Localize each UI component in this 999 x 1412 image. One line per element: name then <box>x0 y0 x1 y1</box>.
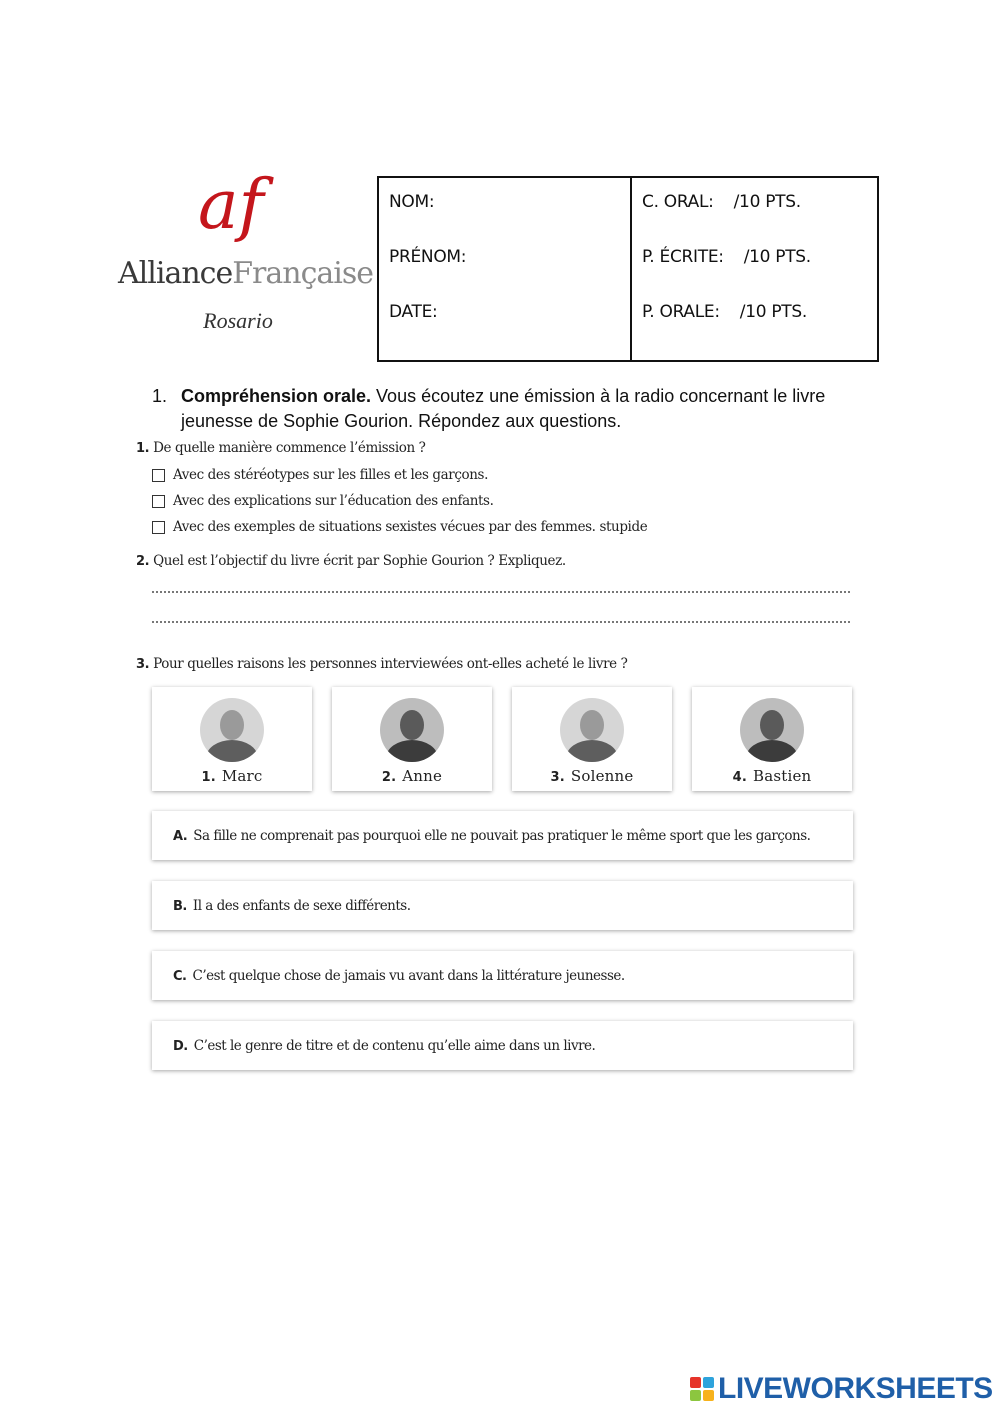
option-label: Avec des exemples de situations sexistes vécues par des femmes. stupide <box>173 519 648 535</box>
question-1 <box>136 440 425 456</box>
checkbox[interactable] <box>152 495 165 508</box>
q1-option-2[interactable] <box>152 493 493 509</box>
af-logo-icon <box>196 160 276 250</box>
score-info-right <box>632 178 877 360</box>
person-card-anne <box>332 687 492 791</box>
student-info-left <box>379 178 632 360</box>
score-oral-production <box>642 288 877 343</box>
date-label: DATE: <box>389 302 438 322</box>
question-text: Pour quelles raisons les personnes interviewées ont-elles acheté le livre ? <box>153 656 628 672</box>
person-card-bastien <box>692 687 852 791</box>
logo-name <box>118 256 374 291</box>
score-value: /10 PTS. <box>743 247 811 267</box>
answer-text: C’est quelque chose de jamais vu avant dans la littérature jeunesse. <box>192 968 625 984</box>
section-heading <box>152 384 872 434</box>
person-photo <box>380 698 444 762</box>
person-name: Solenne <box>570 767 634 785</box>
checkbox[interactable] <box>152 469 165 482</box>
first-name-label: PRÉNOM: <box>389 247 467 267</box>
question-text: De quelle manière commence l’émission ? <box>153 440 426 456</box>
person-label <box>512 767 672 785</box>
section-instruction: Vous écoutez une émission à la radio concernant le livre jeunesse de Sophie Gourion. Répondez aux questions. <box>181 386 826 431</box>
first-name-field[interactable] <box>389 233 630 288</box>
person-card-marc <box>152 687 312 791</box>
logo-city: Rosario <box>203 308 273 333</box>
person-number: 4. <box>732 770 747 785</box>
answer-box-b[interactable] <box>152 881 853 930</box>
person-number: 2. <box>381 770 397 785</box>
q1-option-3[interactable] <box>152 519 647 535</box>
answer-letter: A. <box>173 829 188 844</box>
person-label <box>692 767 852 785</box>
answer-box-c[interactable] <box>152 951 853 1000</box>
person-card-solenne <box>512 687 672 791</box>
date-field[interactable] <box>389 288 630 343</box>
logo-name-part2: Française <box>232 256 374 291</box>
name-label: NOM: <box>389 192 435 212</box>
option-label: Avec des stéréotypes sur les filles et les garçons. <box>173 467 488 483</box>
question-number: 2. <box>136 554 150 569</box>
question-2 <box>136 553 566 569</box>
person-name: Anne <box>402 767 443 785</box>
liveworksheets-logo <box>690 1374 993 1404</box>
liveworksheets-icon <box>690 1377 714 1401</box>
section-title: Compréhension orale. <box>181 386 372 406</box>
q1-option-1[interactable] <box>152 467 488 483</box>
question-3 <box>136 656 627 672</box>
answer-box-d[interactable] <box>152 1021 853 1070</box>
answer-line-2[interactable] <box>152 621 850 623</box>
person-label <box>152 767 312 785</box>
answer-text: Sa fille ne comprenait pas pourquoi elle ne pouvait pas pratiquer le même sport que les garçons. <box>193 828 811 844</box>
score-label: P. ORALE: <box>642 302 720 322</box>
answer-text: Il a des enfants de sexe différents. <box>192 898 411 914</box>
answer-line-1[interactable] <box>152 591 850 593</box>
logo-name-part1: Alliance <box>118 256 233 291</box>
question-number: 1. <box>136 441 150 456</box>
answer-letter: C. <box>173 969 187 984</box>
question-number: 3. <box>136 657 150 672</box>
score-value: /10 PTS. <box>739 302 807 322</box>
checkbox[interactable] <box>152 521 165 534</box>
answer-text: C’est le genre de titre et de contenu qu’elle aime dans un livre. <box>193 1038 596 1054</box>
person-photo <box>740 698 804 762</box>
person-photo <box>560 698 624 762</box>
name-field[interactable] <box>389 178 630 233</box>
person-name: Marc <box>221 767 263 785</box>
person-label <box>332 767 492 785</box>
option-label: Avec des explications sur l’éducation des enfants. <box>173 493 494 509</box>
score-label: C. ORAL: <box>642 192 714 212</box>
answer-box-a[interactable] <box>152 811 853 860</box>
score-label: P. ÉCRITE: <box>642 247 724 267</box>
student-info-table <box>377 176 879 362</box>
alliance-francaise-logo <box>118 160 374 340</box>
liveworksheets-brand: LIVEWORKSHEETS <box>718 1372 993 1405</box>
person-number: 1. <box>201 770 216 785</box>
logo-mark-text: af <box>198 166 264 245</box>
section-text <box>181 384 872 434</box>
person-photo <box>200 698 264 762</box>
score-oral-comprehension <box>642 178 877 233</box>
answer-letter: B. <box>173 899 187 914</box>
person-number: 3. <box>550 770 565 785</box>
score-written-production <box>642 233 877 288</box>
question-text: Quel est l’objectif du livre écrit par Sophie Gourion ? Expliquez. <box>153 553 566 569</box>
answer-letter: D. <box>173 1039 188 1054</box>
score-value: /10 PTS. <box>733 192 801 212</box>
person-name: Bastien <box>752 767 812 785</box>
section-number: 1. <box>152 386 168 406</box>
